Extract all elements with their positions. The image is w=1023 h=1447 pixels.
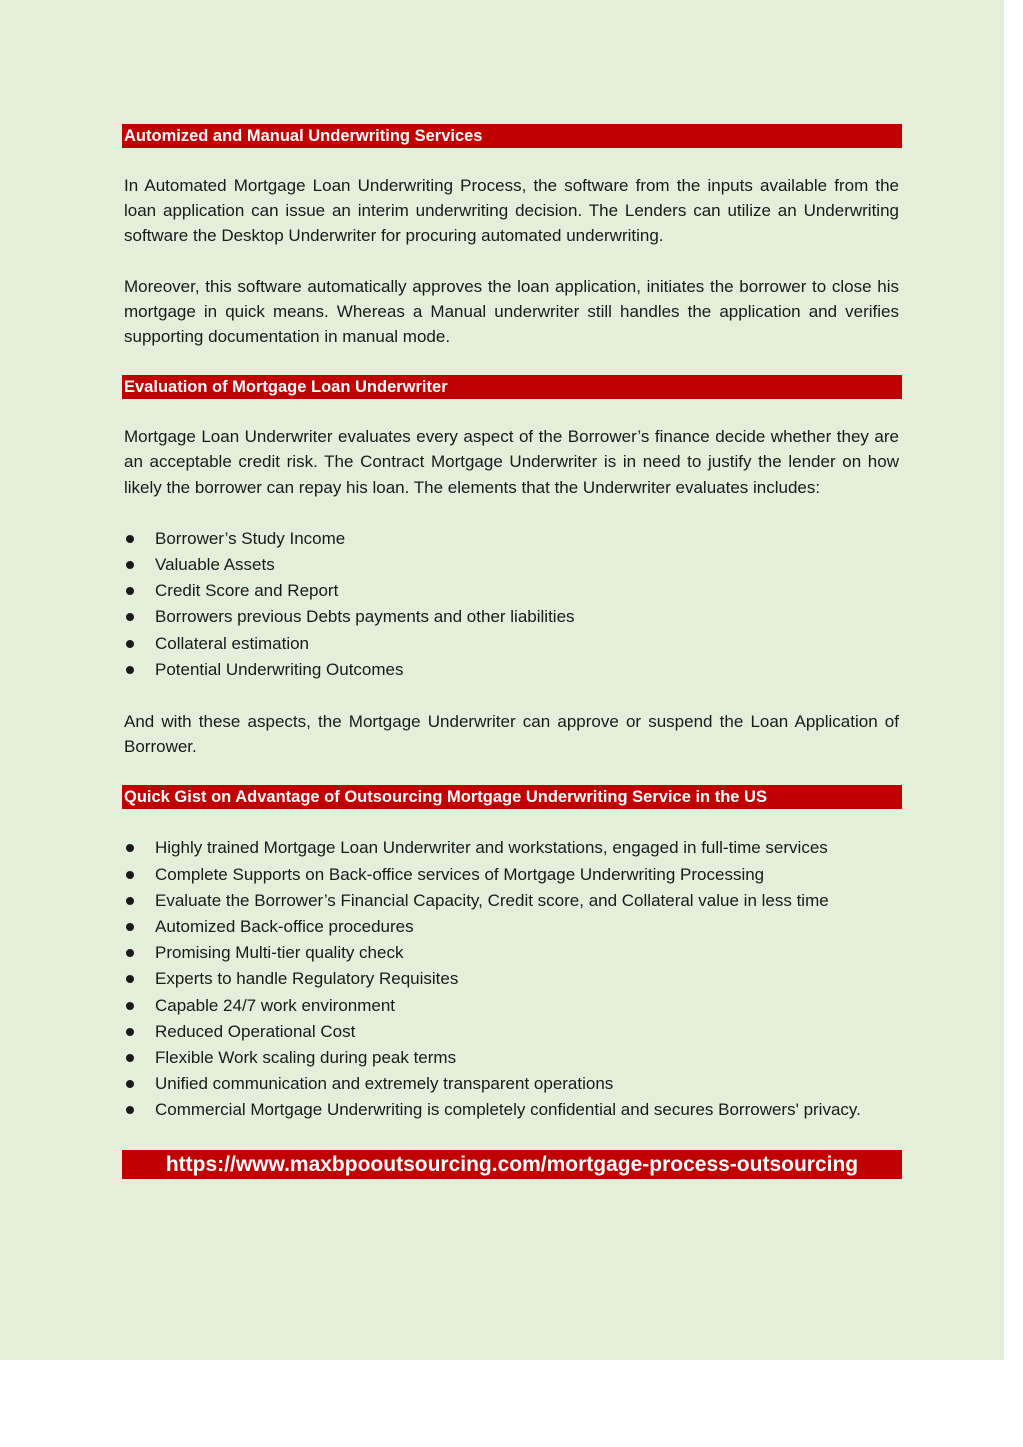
section-heading-evaluation: Evaluation of Mortgage Loan Underwriter bbox=[122, 375, 902, 399]
spacer bbox=[122, 683, 902, 709]
paragraph-evaluation-intro: Mortgage Loan Underwriter evaluates every aspect of the Borrower’s finance decide whether they are an acceptable credit risk. The Contract Mortgage Underwriter is in need to justify the lender on how likely the borrower can repay his loan. The elements that the Underwriter evaluates includes: bbox=[124, 427, 899, 497]
list-item-text: Complete Supports on Back-office services of Mortgage Underwriting Processing bbox=[155, 864, 765, 884]
list-item-text: Capable 24/7 work environment bbox=[155, 995, 396, 1015]
list-item-text: Unified communication and extremely transparent operations bbox=[155, 1074, 614, 1094]
list-item bbox=[122, 993, 902, 1019]
bullet-icon bbox=[126, 871, 134, 879]
section-heading-underwriting-services: Automized and Manual Underwriting Services bbox=[122, 124, 902, 148]
list-item-text: Valuable Assets bbox=[155, 555, 275, 575]
list-item bbox=[122, 914, 902, 940]
evaluation-elements-list bbox=[122, 526, 902, 683]
list-item bbox=[122, 966, 902, 992]
bullet-icon bbox=[126, 1054, 134, 1062]
spacer bbox=[122, 759, 902, 785]
bullet-icon bbox=[126, 844, 134, 852]
bullet-icon bbox=[126, 613, 134, 621]
list-item-text: Flexible Work scaling during peak terms bbox=[155, 1048, 457, 1068]
list-item bbox=[122, 1019, 902, 1045]
spacer bbox=[122, 809, 902, 835]
bullet-icon bbox=[126, 897, 134, 905]
paragraph-evaluation-closing: And with these aspects, the Mortgage Underwriter can approve or suspend the Loan Application of Borrower. bbox=[124, 712, 899, 757]
list-item bbox=[122, 631, 902, 657]
list-item bbox=[122, 862, 902, 888]
spacer bbox=[122, 349, 902, 375]
list-item-text: Experts to handle Regulatory Requisites bbox=[155, 969, 459, 989]
list-item-text: Borrowers previous Debts payments and other liabilities bbox=[155, 607, 575, 627]
bullet-icon bbox=[126, 949, 134, 957]
document-content bbox=[122, 124, 902, 1179]
spacer bbox=[122, 148, 902, 173]
list-item-text: Promising Multi-tier quality check bbox=[155, 943, 404, 963]
list-item-text: Borrower’s Study Income bbox=[155, 528, 346, 548]
section-heading-outsourcing-advantages: Quick Gist on Advantage of Outsourcing Mortgage Underwriting Service in the US bbox=[122, 785, 902, 809]
bullet-icon bbox=[126, 666, 134, 674]
bullet-icon bbox=[126, 1080, 134, 1088]
list-item bbox=[122, 657, 902, 683]
list-item bbox=[122, 1071, 902, 1097]
list-item bbox=[122, 552, 902, 578]
website-link[interactable]: https://www.maxbpooutsourcing.com/mortgage-process-outsourcing bbox=[122, 1150, 902, 1179]
list-item-text: Potential Underwriting Outcomes bbox=[155, 659, 404, 679]
list-item-text: Collateral estimation bbox=[155, 633, 310, 653]
bullet-icon bbox=[126, 640, 134, 648]
list-item bbox=[122, 940, 902, 966]
outsourcing-advantages-list bbox=[122, 835, 902, 1123]
list-item bbox=[122, 578, 902, 604]
list-item-text: Reduced Operational Cost bbox=[155, 1021, 356, 1041]
bullet-icon bbox=[126, 1028, 134, 1036]
paragraph-automated-process: In Automated Mortgage Loan Underwriting Process, the software from the inputs available from the loan application can issue an interim underwriting decision. The Lenders can utilize an Underwriting software the Desktop Underwriter for procuring automated underwriting. bbox=[124, 176, 899, 246]
bullet-icon bbox=[126, 975, 134, 983]
list-item bbox=[122, 835, 902, 861]
bullet-icon bbox=[126, 535, 134, 543]
spacer bbox=[122, 399, 902, 424]
list-item bbox=[122, 1097, 902, 1123]
bullet-icon bbox=[126, 561, 134, 569]
spacer bbox=[122, 249, 902, 274]
bullet-icon bbox=[126, 923, 134, 931]
spacer bbox=[122, 1124, 902, 1150]
list-item-text: Credit Score and Report bbox=[155, 581, 339, 601]
bullet-icon bbox=[126, 1106, 134, 1114]
spacer bbox=[122, 500, 902, 526]
list-item bbox=[122, 888, 902, 914]
list-item-text: Automized Back-office procedures bbox=[155, 917, 414, 937]
list-item-text: Evaluate the Borrower’s Financial Capacity, Credit score, and Collateral value in less time bbox=[155, 890, 829, 910]
list-item-text: Commercial Mortgage Underwriting is completely confidential and secures Borrowers' privacy. bbox=[155, 1100, 861, 1120]
list-item bbox=[122, 604, 902, 630]
bullet-icon bbox=[126, 1002, 134, 1010]
list-item bbox=[122, 1045, 902, 1071]
bullet-icon bbox=[126, 587, 134, 595]
list-item-text: Highly trained Mortgage Loan Underwriter and workstations, engaged in full-time services bbox=[155, 838, 828, 858]
paragraph-manual-underwriter: Moreover, this software automatically approves the loan application, initiates the borrower to close his mortgage in quick means. Whereas a Manual underwriter still handles the application and verifies supporting documentation in manual mode. bbox=[124, 276, 899, 347]
list-item bbox=[122, 526, 902, 552]
